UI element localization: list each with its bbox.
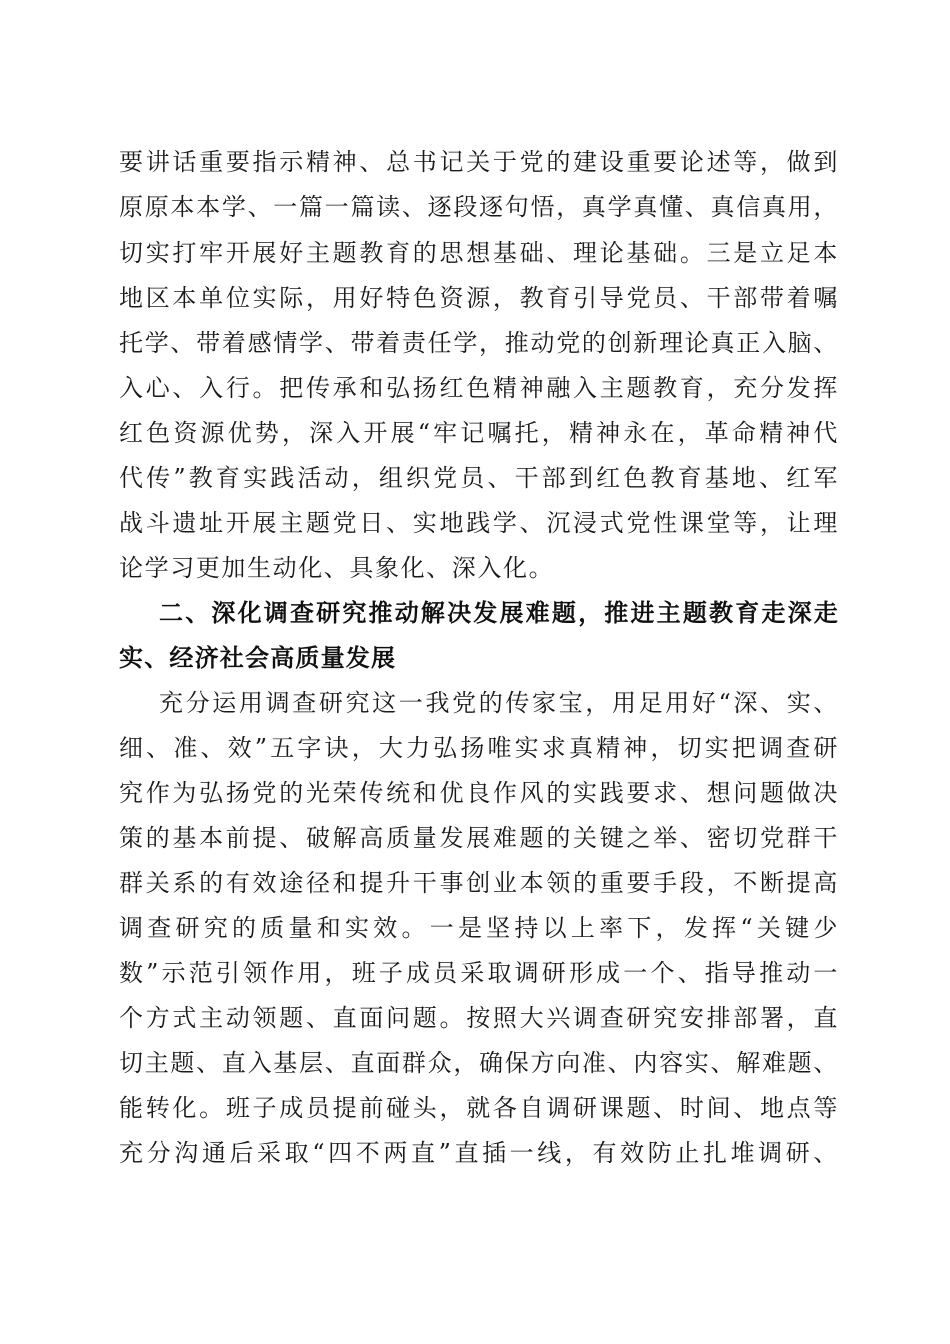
paragraph-line: 能转化。班子成员提前碰头，就各自调研课题、时间、地点等 bbox=[119, 1094, 839, 1122]
heading-line: 二、深化调查研究推动解决发展难题，推进主题教育走深走 bbox=[159, 599, 839, 627]
paragraph-line: 切实打牢开展好主题教育的思想基础、理论基础。三是立足本 bbox=[119, 239, 839, 267]
paragraph-line: 切主题、直入基层、直面群众，确保方向准、内容实、解难题、 bbox=[119, 1049, 839, 1077]
paragraph-line: 究作为弘扬党的光荣传统和优良作风的实践要求、想问题做决 bbox=[119, 779, 839, 807]
paragraph-line: 红色资源优势，深入开展“牢记嘱托，精神永在，革命精神代 bbox=[119, 419, 839, 447]
paragraph-line: 群关系的有效途径和提升干事创业本领的重要手段，不断提高 bbox=[119, 869, 839, 897]
paragraph-line: 充分沟通后采取“四不两直”直插一线，有效防止扎堆调研、 bbox=[119, 1139, 839, 1167]
paragraph-line: 充分运用调查研究这一我党的传家宝，用足用好“深、实、 bbox=[159, 689, 839, 717]
paragraph-line: 个方式主动领题、直面问题。按照大兴调查研究安排部署，直 bbox=[119, 1004, 839, 1032]
paragraph-line: 入心、入行。把传承和弘扬红色精神融入主题教育，充分发挥 bbox=[119, 374, 839, 402]
paragraph-line: 调查研究的质量和实效。一是坚持以上率下，发挥“关键少 bbox=[119, 914, 839, 942]
heading-line: 实、经济社会高质量发展 bbox=[119, 644, 397, 672]
paragraph-line: 细、准、效”五字诀，大力弘扬唯实求真精神，切实把调查研 bbox=[119, 734, 839, 762]
paragraph-line: 托学、带着感情学、带着责任学，推动党的创新理论真正入脑、 bbox=[119, 329, 839, 357]
paragraph-line: 要讲话重要指示精神、总书记关于党的建设重要论述等，做到 bbox=[119, 148, 839, 176]
paragraph-line: 战斗遗址开展主题党日、实地践学、沉浸式党性课堂等，让理 bbox=[119, 509, 839, 537]
paragraph-line: 地区本单位实际，用好特色资源，教育引导党员、干部带着嘱 bbox=[119, 284, 839, 312]
paragraph-line: 代传”教育实践活动，组织党员、干部到红色教育基地、红军 bbox=[119, 464, 839, 492]
paragraph-line: 论学习更加生动化、具象化、深入化。 bbox=[119, 554, 555, 582]
paragraph-line: 策的基本前提、破解高质量发展难题的关键之举、密切党群干 bbox=[119, 824, 839, 852]
paragraph-line: 原原本本学、一篇一篇读、逐段逐句悟，真学真懂、真信真用， bbox=[119, 193, 839, 221]
paragraph-line: 数”示范引领作用，班子成员采取调研形成一个、指导推动一 bbox=[119, 959, 839, 987]
